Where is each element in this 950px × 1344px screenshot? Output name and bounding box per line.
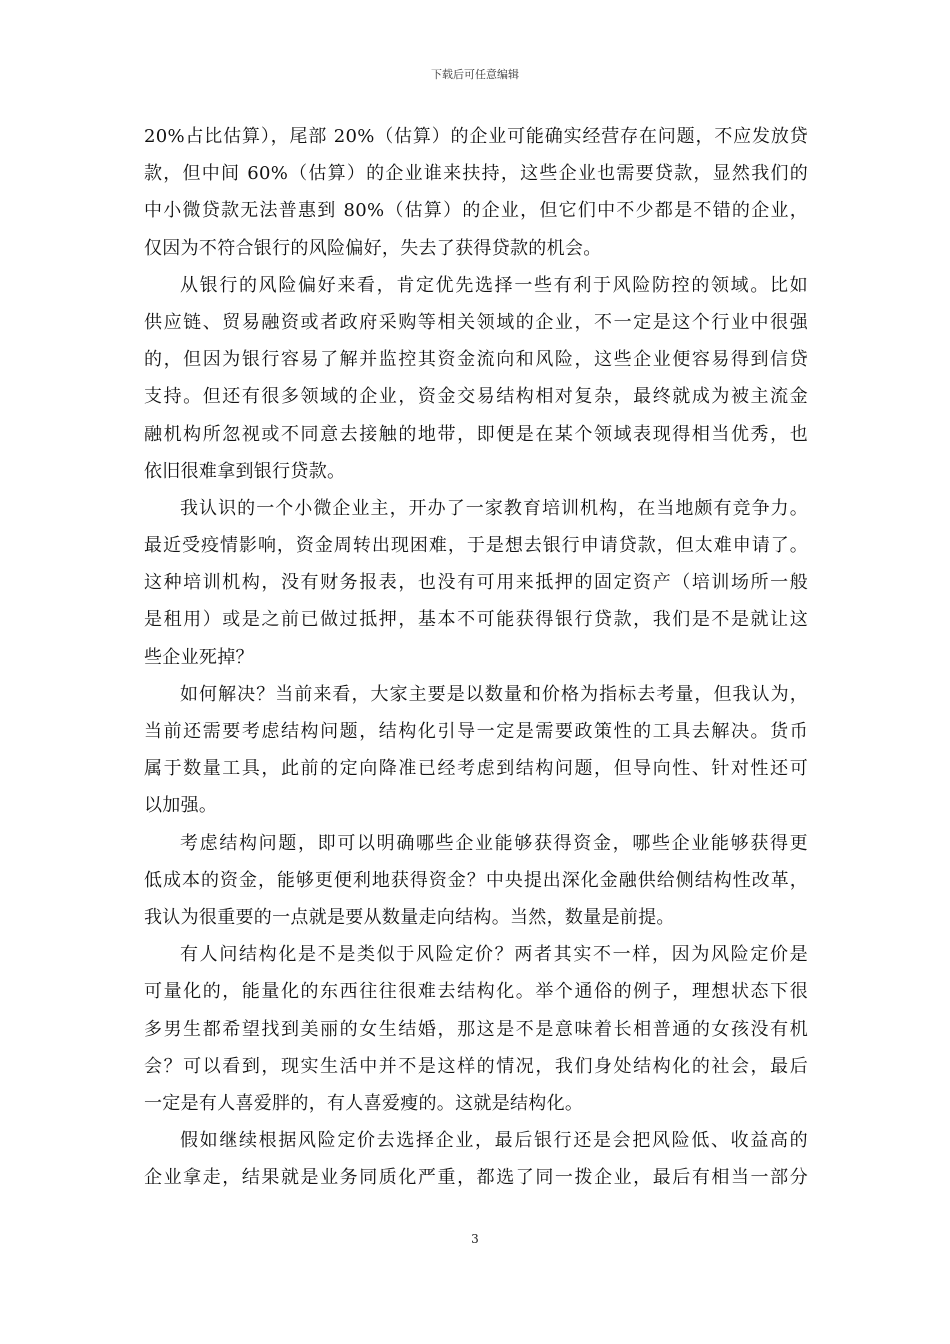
text-line: 当前还需要考虑结构问题，结构化引导一定是需要政策性的工具去解决。货币	[144, 721, 808, 742]
text-line: 依旧很难拿到银行贷款。	[144, 460, 346, 482]
page-number: 3	[471, 1232, 479, 1246]
text-line: 会？可以看到，现实生活中并不是这样的情况，我们身处结构化的社会，最后	[144, 1055, 808, 1077]
paragraph	[144, 267, 808, 490]
text-line: 考虑结构问题，即可以明确哪些企业能够获得资金，哪些企业能够获得更	[180, 832, 808, 854]
text-line: 一定是有人喜爱胖的，有人喜爱瘦的。这就是结构化。	[144, 1092, 584, 1114]
document-body	[144, 118, 808, 1196]
text-line: 从银行的风险偏好来看，肯定优先选择一些有利于风险防控的领域。比如	[180, 274, 808, 296]
text-line: 属于数量工具，此前的定向降准已经考虑到结构问题，但导向性、针对性还可	[144, 758, 808, 780]
text-line: 最近受疫情影响，资金周转出现困难，于是想去银行申请贷款，但太难申请了。	[144, 535, 808, 557]
page-header: 下载后可任意编辑	[431, 68, 519, 81]
text-line: 多男生都希望找到美丽的女生结婚，那这是不是意味着长相普通的女孩没有机	[144, 1018, 808, 1040]
text-line: 仅因为不符合银行的风险偏好，失去了获得贷款的机会。	[144, 237, 602, 259]
text-line: 企业拿走，结果就是业务同质化严重，都选了同一拨企业，最后有相当一部分	[144, 1167, 808, 1189]
paragraph	[144, 1122, 808, 1196]
text-line: 我认为很重要的一点就是要从数量走向结构。当然，数量是前提。	[144, 906, 675, 928]
text-line: 假如继续根据风险定价去选择企业，最后银行还是会把风险低、收益高的	[180, 1130, 808, 1152]
text-line: 低成本的资金，能够更便利地获得资金？中央提出深化金融供给侧结构性改革，	[144, 869, 808, 891]
text-line: 些企业死掉？	[144, 646, 254, 668]
text-line: 有人问结构化是不是类似于风险定价？两者其实不一样，因为风险定价是	[180, 944, 808, 966]
text-line: 是租用）或是之前已做过抵押，基本不可能获得银行贷款，我们是不是就让这	[144, 609, 808, 631]
text-line: 供应链、贸易融资或者政府采购等相关领域的企业，不一定是这个行业中很强	[144, 311, 808, 333]
paragraph	[144, 490, 808, 676]
text-line: 如何解决？当前来看，大家主要是以数量和价格为指标去考量，但我认为，	[180, 683, 808, 705]
text-line: 中小微贷款无法普惠到 80%（估算）的企业，但它们中不少都是不错的企业，	[144, 200, 808, 222]
paragraph	[144, 118, 808, 267]
text-line: 融机构所忽视或不同意去接触的地带，即便是在某个领域表现得相当优秀，也	[144, 423, 808, 445]
text-line: 支持。但还有很多领域的企业，资金交易结构相对复杂，最终就成为被主流金	[144, 386, 808, 408]
text-line: 20%占比估算），尾部 20%（估算）的企业可能确实经营存在问题，不应发放贷	[144, 126, 808, 147]
paragraph	[144, 936, 808, 1122]
text-line: 款，但中间 60%（估算）的企业谁来扶持，这些企业也需要贷款，显然我们的	[144, 163, 808, 185]
text-line: 的，但因为银行容易了解并监控其资金流向和风险，这些企业便容易得到信贷	[144, 349, 808, 371]
text-line: 以加强。	[144, 795, 218, 817]
text-line: 这种培训机构，没有财务报表，也没有可用来抵押的固定资产（培训场所一般	[144, 572, 808, 594]
paragraph	[144, 825, 808, 937]
text-line: 可量化的，能量化的东西往往很难去结构化。举个通俗的例子，理想状态下很	[144, 981, 808, 1003]
text-line: 我认识的一个小微企业主，开办了一家教育培训机构，在当地颇有竞争力。	[180, 497, 808, 519]
paragraph	[144, 676, 808, 825]
